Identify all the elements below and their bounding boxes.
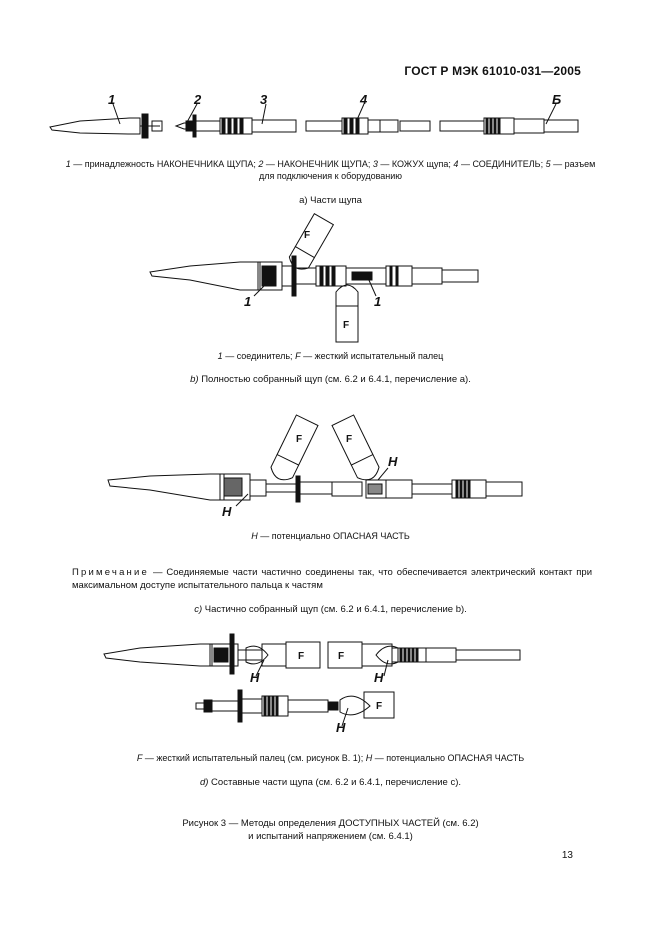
label-d-hazard-1: H — [250, 670, 260, 685]
label-d-hazard-3: H — [336, 720, 346, 735]
figure-caption: Рисунок 3 — Методы определения ДОСТУПНЫХ ЧАСТЕЙ (см. 6.2) и испытаний напряжением (см. 6.4.1) — [182, 818, 479, 842]
legend-a: 1 — принадлежность НАКОНЕЧНИКА ЩУПА; 2 — НАКОНЕЧНИК ЩУПА; 3 — КОЖУХ щупа; 4 — СОЕДИНИТЕЛЬ; 5 — разъем для подключения к оборудованию — [65, 159, 596, 181]
caption-b: b) Полностью собранный щуп (см. 6.2 и 6.4.1, перечисление а). — [190, 374, 471, 385]
label-d-finger-1: F — [298, 651, 305, 662]
legend-d: F — жесткий испытательный палец (см. рисунок В. 1); H — потенциально ОПАСНАЯ ЧАСТЬ — [136, 753, 525, 763]
label-b-connector-right: 1 — [374, 294, 382, 309]
label-part-4: 4 — [360, 92, 368, 107]
caption-d: d) Составные части щупа (см. 6.2 и 6.4.1, перечисление с). — [199, 777, 462, 788]
drawing-a-probe-parts — [50, 104, 578, 138]
label-d-hazard-2: H — [374, 670, 384, 685]
caption-a: а) Части щупа — [299, 195, 362, 206]
label-d-finger-2: F — [338, 651, 345, 662]
label-c-hazard-right: H — [388, 454, 398, 469]
label-b-finger-upper: F — [304, 230, 311, 241]
label-part-2: 2 — [194, 92, 202, 107]
drawing-b-assembled-probe — [150, 214, 478, 342]
drawing-c-partial-probe — [108, 415, 522, 506]
drawing-d-separate-parts — [104, 634, 520, 726]
label-c-finger-left: F — [296, 434, 303, 445]
label-part-3: 3 — [260, 92, 268, 107]
note-c: Примечание — Соединяемые части частично соединены так, что обеспечивается электрический контакт при максимальном доступе испытательного пальца к частям — [72, 567, 592, 591]
document-header: ГОСТ Р МЭК 61010-031—2005 — [404, 64, 581, 78]
caption-c: c) Частично собранный щуп (см. 6.2 и 6.4.1, перечисление b). — [194, 604, 467, 615]
page-number: 13 — [561, 850, 573, 861]
legend-c: H — потенциально ОПАСНАЯ ЧАСТЬ — [251, 531, 410, 541]
legend-b: 1 — соединитель; F — жесткий испытательный палец — [217, 351, 444, 361]
label-part-1: 1 — [108, 92, 116, 107]
label-c-finger-right: F — [346, 434, 353, 445]
label-b-connector-left: 1 — [244, 294, 252, 309]
label-b-finger-lower: F — [343, 320, 350, 331]
label-part-5: Б — [552, 92, 562, 107]
label-c-hazard-left: H — [222, 504, 232, 519]
label-d-finger-3: F — [376, 701, 383, 712]
